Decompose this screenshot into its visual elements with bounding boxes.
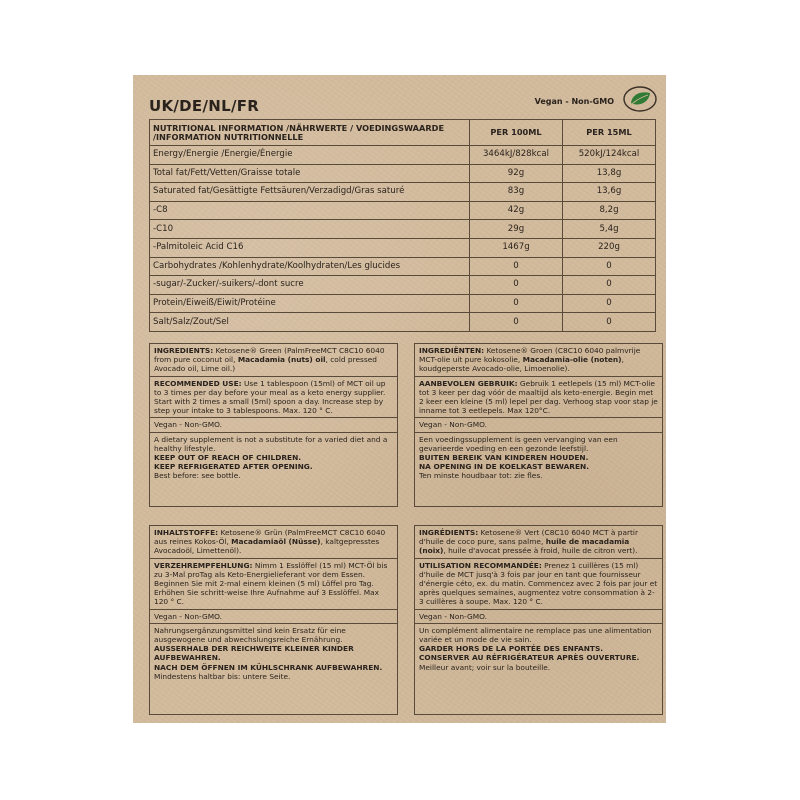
value-100ml: 1467g bbox=[470, 238, 563, 257]
table-row bbox=[150, 294, 656, 313]
col-per-100ml: PER 100ML bbox=[470, 120, 563, 146]
table-row bbox=[150, 220, 656, 239]
recommended-use-section: AANBEVOLEN GEBRUIK: Gebruik 1 eetlepels (15 ml) MCT-olie tot 3 keer per dag vóór de maaltijd als keto-energie. Begin met 2 keer een kleine (5 ml) lepel per dag. Verhoog stap voor stap je inname tot 3 eetlepels. Max 120°C. bbox=[415, 377, 662, 419]
row-label: Carbohydrates /Kohlenhydrate/Koolhydraten/Les glucides bbox=[150, 257, 470, 276]
nutrition-table bbox=[149, 119, 656, 332]
value-15ml: 0 bbox=[563, 276, 656, 295]
value-15ml: 13,8g bbox=[563, 164, 656, 183]
value-100ml: 0 bbox=[470, 257, 563, 276]
table-row bbox=[150, 238, 656, 257]
warnings-section: Een voedingssupplement is geen vervanging van een gevarieerde voeding en een gezonde leefstijl. BUITEN BEREIK VAN KINDEREN HOUDEN. NA OPENING IN DE KOELKAST BEWAREN. Ten minste houdbaar tot: zie fles. bbox=[419, 434, 618, 481]
ingredients-section: INHALTSTOFFE: Ketosene® Grün (PalmFreeMCT C8C10 6040 aus reines Kokos-Öl, Macadamiaöl (Nüsse), kaltgepresstes Avocadoöl, Limettenöl). bbox=[150, 526, 397, 559]
ingredients-section: INGREDIËNTEN: Ketosene® Groen (C8C10 6040 palmvrije MCT-olie uit pure kokosolie, Macadamia-olie (noten), koudgeperste Avocado-olie, Limoenolie). bbox=[415, 344, 662, 377]
warnings-section: Nahrungsergänzungsmittel sind kein Ersatz für eine ausgewogene und abwechslungsreiche Ernährung. AUSSERHALB DER REICHWEITE KLEINER KINDER AUFBEWAHREN. NACH DEM ÖFFNEN IM KÜHLSCHRANK AUFBEWAHREN. Mindestens haltbar bis: untere Seite. bbox=[154, 625, 383, 681]
value-15ml: 8,2g bbox=[563, 201, 656, 220]
vegan-note: Vegan - Non-GMO. bbox=[150, 610, 397, 624]
row-label: -sugar/-Zucker/-suikers/-dont sucre bbox=[150, 276, 470, 295]
info-box-fr bbox=[414, 525, 663, 715]
value-15ml: 5,4g bbox=[563, 220, 656, 239]
row-label: Total fat/Fett/Vetten/Graisse totale bbox=[150, 164, 470, 183]
recommended-use-section: RECOMMENDED USE: Use 1 tablespoon (15ml) of MCT oil up to 3 times per day before your meal as a keto energy supplier. Start with 2 times a small (5ml) spoon a day. Increase step by step your intake to 3 tablespoons. Max. 120 ° C. bbox=[150, 377, 397, 419]
value-100ml: 42g bbox=[470, 201, 563, 220]
row-label: -C10 bbox=[150, 220, 470, 239]
value-100ml: 0 bbox=[470, 313, 563, 332]
value-15ml: 220g bbox=[563, 238, 656, 257]
vegan-badge-text: Vegan - Non-GMO bbox=[534, 97, 614, 106]
value-100ml: 3464kJ/828kcal bbox=[470, 146, 563, 165]
value-100ml: 29g bbox=[470, 220, 563, 239]
page-title: UK/DE/NL/FR bbox=[149, 97, 260, 115]
row-label: Saturated fat/Gesättigte Fettsäuren/Verzadigd/Gras saturé bbox=[150, 183, 470, 202]
nutrition-header-row bbox=[150, 120, 656, 146]
table-row bbox=[150, 164, 656, 183]
vegan-note: Vegan - Non-GMO. bbox=[415, 418, 662, 432]
row-label: Energy/Energie /Energie/Énergie bbox=[150, 146, 470, 165]
warnings-section: Un complément alimentaire ne remplace pas une alimentation variée et un mode de vie sain. GARDER HORS DE LA PORTÉE DES ENFANTS. CONSERVER AU RÉFRIGÉRATEUR APRÈS OUVERTURE. Meilleur avant; voir sur la bouteille. bbox=[419, 625, 652, 672]
table-row bbox=[150, 313, 656, 332]
warnings-section: A dietary supplement is not a substitute for a varied diet and a healthy lifestyle. KEEP OUT OF REACH OF CHILDREN. KEEP REFRIGERATED AFTER OPENING. Best before: see bottle. bbox=[154, 434, 388, 481]
value-15ml: 0 bbox=[563, 313, 656, 332]
info-box-nl bbox=[414, 343, 663, 507]
vegan-note: Vegan - Non-GMO. bbox=[150, 418, 397, 432]
row-label: -C8 bbox=[150, 201, 470, 220]
value-100ml: 83g bbox=[470, 183, 563, 202]
table-row bbox=[150, 183, 656, 202]
col-per-15ml: PER 15ML bbox=[563, 120, 656, 146]
info-box-uk bbox=[149, 343, 398, 507]
recommended-use-section: UTILISATION RECOMMANDÉE: Prenez 1 cuillères (15 ml) d'huile de MCT jusq'à 3 fois par jour en tant que fournisseur d'énergie céto, ex. du matin. Commencez avec 2 fois par jour et après quelques semaines, augmentez votre consommation à 2-3 cuillères à soupe. Max. 120 ° C. bbox=[415, 559, 662, 610]
table-row bbox=[150, 201, 656, 220]
table-row bbox=[150, 257, 656, 276]
value-15ml: 520kJ/124kcal bbox=[563, 146, 656, 165]
row-label: -Palmitoleic Acid C16 bbox=[150, 238, 470, 257]
table-row bbox=[150, 276, 656, 295]
recommended-use-section: VERZEHREMPFEHLUNG: Nimm 1 Esslöffel (15 ml) MCT-Öl bis zu 3-Mal proTag als Keto-Energielieferant vor dem Essen. Beginnen Sie mit 2-mal einem kleinen (5 ml) Löffel pro Tag. Erhöhen Sie schritt-weise Ihre Aufnahme auf 3 Esslöffel. Max 120 ° C. bbox=[150, 559, 397, 610]
product-label bbox=[133, 75, 666, 723]
vegan-note: Vegan - Non-GMO. bbox=[415, 610, 662, 624]
ingredients-section: INGREDIENTS: Ketosene® Green (PalmFreeMCT C8C10 6040 from pure coconut oil, Macadamia (nuts) oil, cold pressed Avocado oil, Lime oil.) bbox=[150, 344, 397, 377]
value-100ml: 0 bbox=[470, 294, 563, 313]
table-row bbox=[150, 146, 656, 165]
value-100ml: 0 bbox=[470, 276, 563, 295]
nutrition-header-label: NUTRITIONAL INFORMATION /NÄHRWERTE / VOEDINGSWAARDE /INFORMATION NUTRITIONNELLE bbox=[150, 120, 470, 146]
ingredients-section: INGRÉDIENTS: Ketosene® Vert (C8C10 6040 MCT à partir d'huile de coco pure, sans palme, huile de macadamia (noix), huile d'avocat pressée à froid, huile de citron vert). bbox=[415, 526, 662, 559]
row-label: Protein/Eiweiß/Eiwit/Protéine bbox=[150, 294, 470, 313]
row-label: Salt/Salz/Zout/Sel bbox=[150, 313, 470, 332]
leaf-icon bbox=[622, 85, 658, 113]
value-15ml: 13,6g bbox=[563, 183, 656, 202]
value-15ml: 0 bbox=[563, 294, 656, 313]
value-100ml: 92g bbox=[470, 164, 563, 183]
value-15ml: 0 bbox=[563, 257, 656, 276]
info-box-de bbox=[149, 525, 398, 715]
